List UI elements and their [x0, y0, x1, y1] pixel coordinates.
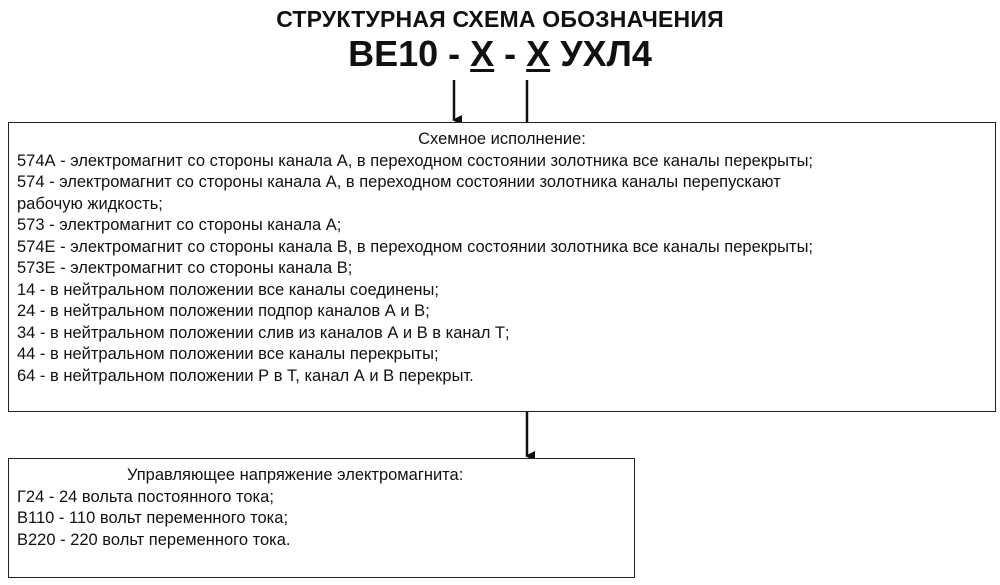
scheme-line: 44 - в нейтральном положении все каналы перекрыты; — [17, 345, 439, 363]
voltage-line: Г24 - 24 вольта постоянного тока; — [17, 487, 274, 506]
scheme-box — [8, 122, 996, 412]
scheme-line: 574Е - электромагнит со стороны канала В, в переходном состоянии золотника все каналы перекрыты; — [17, 237, 814, 256]
scheme-heading: Схемное исполнение: — [418, 130, 586, 148]
scheme-line: 64 - в нейтральном положении Р в Т, канал А и В перекрыт. — [17, 366, 474, 385]
separator: - — [494, 33, 527, 74]
voltage-heading: Управляющее напряжение электромагнита: — [127, 466, 464, 484]
scheme-line: рабочую жидкость; — [17, 194, 163, 213]
scheme-line: 574А - электромагнит со стороны канала А, в переходном состоянии золотника все каналы перекрыты; — [17, 151, 814, 170]
scheme-line: 14 - в нейтральном положении все каналы соединены; — [17, 280, 439, 299]
climate-suffix: УХЛ4 — [550, 33, 652, 74]
scheme-slot: Х — [470, 33, 495, 74]
voltage-line: В220 - 220 вольт переменного тока. — [17, 530, 291, 549]
diagram-title: СТРУКТУРНАЯ СХЕМА ОБОЗНАЧЕНИЯ — [276, 6, 724, 32]
voltage-line: В110 - 110 вольт переменного тока; — [17, 509, 289, 527]
separator: - — [438, 33, 471, 74]
scheme-line: 574 - электромагнит со стороны канала А, в переходном состоянии золотника каналы перепускают — [17, 173, 781, 191]
model-code: ВЕ10 — [348, 33, 439, 74]
scheme-line: 573 - электромагнит со стороны канала А; — [17, 216, 342, 234]
scheme-line: 34 - в нейтральном положении слив из каналов А и В в канал Т; — [17, 323, 510, 342]
scheme-line: 573Е - электромагнит со стороны канала В; — [17, 259, 353, 277]
voltage-box — [8, 458, 635, 578]
scheme-line: 24 - в нейтральном положении подпор каналов А и В; — [17, 302, 430, 320]
voltage-slot: Х — [526, 33, 551, 74]
